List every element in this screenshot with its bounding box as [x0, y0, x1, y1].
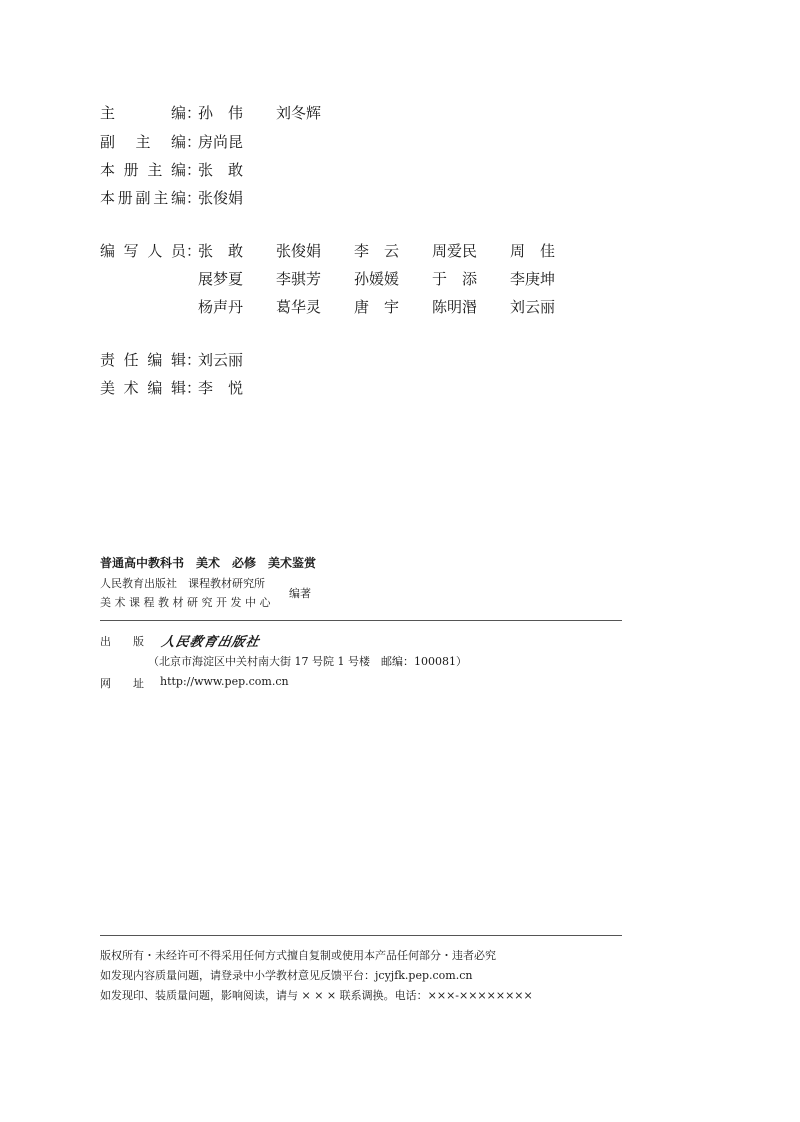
role-char: 任: [123, 351, 139, 369]
writer-name: 张 敢: [198, 242, 244, 260]
writer-name: 陈明湣: [432, 298, 478, 316]
colon: ：: [186, 104, 202, 122]
volume-editor-role: [100, 159, 186, 180]
publisher-line-2: 美 术 课 程 教 材 研 究 开 发 中 心: [100, 596, 271, 609]
volume-deputy-editor-name: 张俊娟: [198, 189, 244, 207]
publisher-logo: 人民教育出版社: [159, 635, 262, 650]
compiled-label: 编著: [289, 587, 311, 600]
publisher-line-1: 人民教育出版社 课程教材研究所: [100, 577, 265, 590]
role-char: 册: [117, 189, 133, 207]
print-quality-notice: 如发现印、装质量问题，影响阅读，请与 × × × 联系调换。电话：×××-××××××××: [100, 989, 533, 1002]
writer-name: 葛华灵: [276, 298, 322, 316]
role-char: 责: [100, 351, 116, 369]
role-char: 人: [147, 242, 163, 260]
role-char: 写: [123, 242, 139, 260]
role-char: 辑: [170, 351, 186, 369]
writers-role: [100, 240, 186, 261]
role-char: 主: [100, 104, 116, 122]
role-char: 辑: [170, 379, 186, 397]
chief-editor-name-2: 刘冬辉: [276, 104, 322, 122]
copyright-notice: 版权所有・未经许可不得采用任何方式擅自复制或使用本产品任何部分・违者必究: [100, 949, 496, 962]
role-char: 主: [147, 161, 163, 179]
publisher-address: （北京市海淀区中关村南大街 17 号院 1 号楼 邮编：100081）: [148, 655, 467, 668]
role-char: 编: [170, 133, 186, 151]
role-char: 主: [135, 133, 151, 151]
role-char: 编: [147, 379, 163, 397]
website-label: 网 址: [100, 677, 144, 690]
colon: ：: [186, 133, 202, 151]
deputy-chief-editor-role: [100, 131, 186, 152]
role-char: 主: [153, 189, 169, 207]
publish-label: 出 版: [100, 635, 144, 648]
role-char: 副: [135, 189, 151, 207]
deputy-chief-editor-name: 房尚昆: [198, 133, 244, 151]
chief-editor-role: [100, 102, 186, 123]
colon: ：: [186, 189, 202, 207]
colon: ：: [186, 242, 202, 260]
writer-name: 李骐芳: [276, 270, 322, 288]
role-char: 编: [170, 104, 186, 122]
volume-deputy-editor-role: [100, 187, 186, 208]
role-char: 编: [170, 189, 186, 207]
divider-top: [100, 620, 622, 621]
role-char: 编: [147, 351, 163, 369]
writer-name: 周 佳: [510, 242, 556, 260]
role-char: 美: [100, 379, 116, 397]
role-char: 术: [123, 379, 139, 397]
colon: ：: [186, 379, 202, 397]
writer-name: 于 添: [432, 270, 478, 288]
writer-name: 展梦夏: [198, 270, 244, 288]
book-title: 普通高中教科书 美术 必修 美术鉴赏: [100, 556, 317, 570]
role-char: 编: [100, 242, 116, 260]
writer-name: 李庚坤: [510, 270, 556, 288]
colon: ：: [186, 161, 202, 179]
website-link[interactable]: http://www.pep.com.cn: [160, 675, 289, 688]
writer-name: 唐 宇: [354, 298, 400, 316]
writer-name: 孙媛媛: [354, 270, 400, 288]
writer-name: 刘云丽: [510, 298, 556, 316]
role-char: 编: [170, 161, 186, 179]
chief-editor-name-1: 孙 伟: [198, 104, 244, 122]
responsible-editor-role: [100, 349, 186, 370]
volume-editor-name: 张 敢: [198, 161, 244, 179]
role-char: 本: [100, 189, 116, 207]
writer-name: 李 云: [354, 242, 400, 260]
writer-name: 杨声丹: [198, 298, 244, 316]
role-char: 副: [100, 133, 116, 151]
role-char: 册: [123, 161, 139, 179]
colon: ：: [186, 351, 202, 369]
feedback-notice: 如发现内容质量问题，请登录中小学教材意见反馈平台：jcyjfk.pep.com.cn: [100, 969, 473, 982]
role-char: 员: [170, 242, 186, 260]
role-char: 本: [100, 161, 116, 179]
responsible-editor-name: 刘云丽: [198, 351, 244, 369]
writer-name: 张俊娟: [276, 242, 322, 260]
divider-bottom: [100, 935, 622, 936]
writer-name: 周爱民: [432, 242, 478, 260]
art-editor-name: 李 悦: [198, 379, 244, 397]
art-editor-role: [100, 377, 186, 398]
